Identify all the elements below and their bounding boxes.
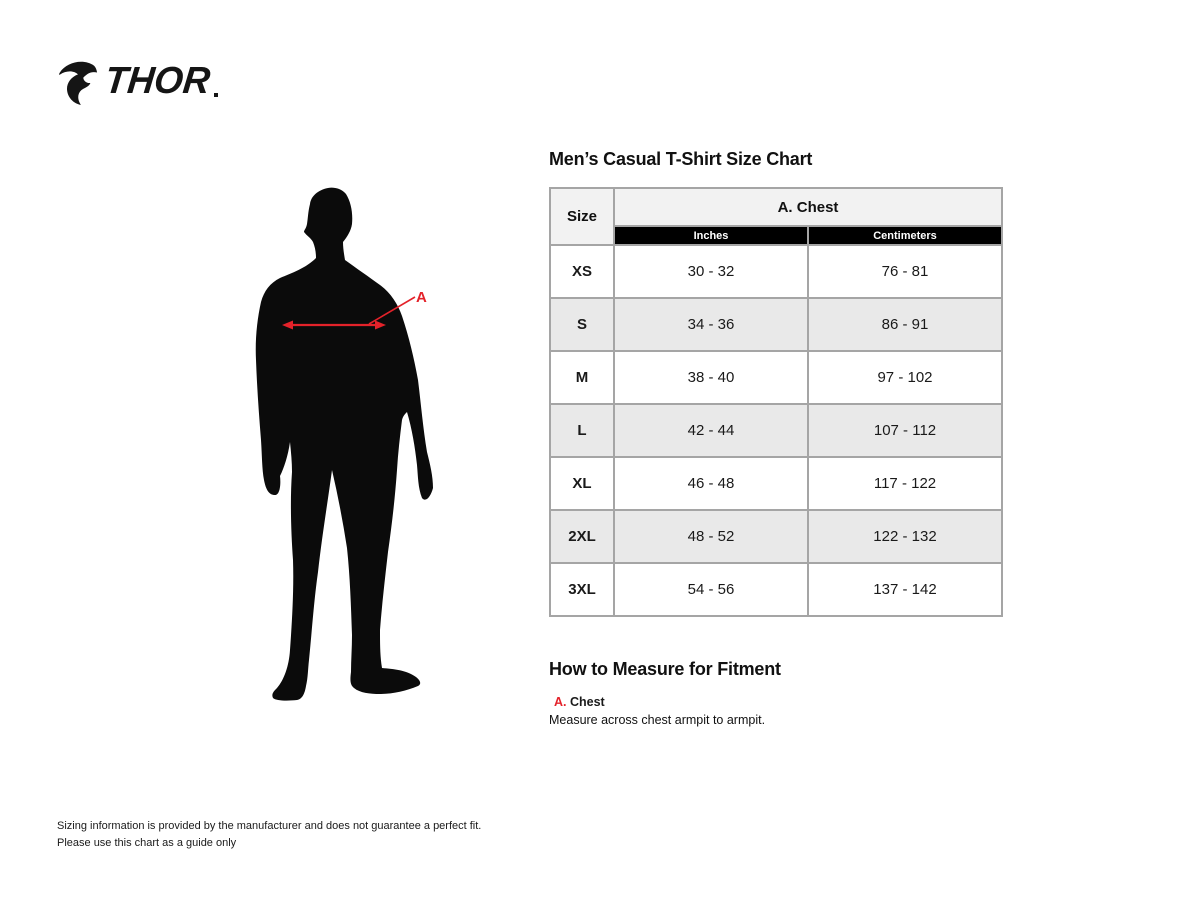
measure-key-line bbox=[554, 695, 1001, 709]
measure-key-letter: A. bbox=[554, 695, 567, 709]
size-cell: L bbox=[550, 404, 614, 457]
centimeters-cell: 137 - 142 bbox=[808, 563, 1002, 616]
fit-figure-diagram bbox=[250, 180, 440, 705]
howto-heading: How to Measure for Fitment bbox=[549, 659, 781, 679]
size-chart-title: Men’s Casual T-Shirt Size Chart bbox=[549, 149, 813, 169]
centimeters-unit-header: Centimeters bbox=[808, 226, 1002, 245]
table-row bbox=[550, 563, 1002, 616]
size-cell: 2XL bbox=[550, 510, 614, 563]
table-row bbox=[550, 457, 1002, 510]
chest-arrow-label: A bbox=[416, 289, 427, 306]
brand-logo bbox=[57, 60, 218, 106]
inches-cell: 46 - 48 bbox=[614, 457, 808, 510]
size-table-body bbox=[550, 245, 1002, 616]
inches-cell: 48 - 52 bbox=[614, 510, 808, 563]
inches-cell: 54 - 56 bbox=[614, 563, 808, 616]
table-row bbox=[550, 298, 1002, 351]
centimeters-cell: 76 - 81 bbox=[808, 245, 1002, 298]
measure-key-name: Chest bbox=[569, 695, 605, 709]
size-column-header: Size bbox=[550, 188, 614, 245]
man-silhouette bbox=[250, 180, 440, 705]
size-cell: XL bbox=[550, 457, 614, 510]
inches-cell: 34 - 36 bbox=[614, 298, 808, 351]
measure-description: Measure across chest armpit to armpit. bbox=[549, 713, 766, 727]
size-chart-section bbox=[549, 149, 1001, 727]
size-cell: S bbox=[550, 298, 614, 351]
table-row bbox=[550, 245, 1002, 298]
brand-wordmark: THOR bbox=[102, 59, 213, 102]
disclaimer bbox=[57, 818, 481, 852]
logo-trademark-dot bbox=[214, 93, 218, 97]
measure-item-chest bbox=[549, 695, 1001, 727]
centimeters-cell: 86 - 91 bbox=[808, 298, 1002, 351]
table-row bbox=[550, 510, 1002, 563]
size-cell: 3XL bbox=[550, 563, 614, 616]
inches-cell: 42 - 44 bbox=[614, 404, 808, 457]
centimeters-cell: 122 - 132 bbox=[808, 510, 1002, 563]
centimeters-cell: 107 - 112 bbox=[808, 404, 1002, 457]
disclaimer-line-2: Please use this chart as a guide only bbox=[57, 837, 237, 850]
table-row bbox=[550, 351, 1002, 404]
chest-group-header: A. Chest bbox=[614, 188, 1002, 226]
size-cell: XS bbox=[550, 245, 614, 298]
centimeters-cell: 117 - 122 bbox=[808, 457, 1002, 510]
thor-horned-helmet-icon bbox=[57, 60, 99, 106]
inches-cell: 30 - 32 bbox=[614, 245, 808, 298]
centimeters-cell: 97 - 102 bbox=[808, 351, 1002, 404]
size-table bbox=[549, 187, 1003, 617]
inches-cell: 38 - 40 bbox=[614, 351, 808, 404]
size-cell: M bbox=[550, 351, 614, 404]
disclaimer-line-1: Sizing information is provided by the manufacturer and does not guarantee a perfect fit. bbox=[57, 820, 482, 832]
table-row bbox=[550, 404, 1002, 457]
inches-unit-header: Inches bbox=[614, 226, 808, 245]
